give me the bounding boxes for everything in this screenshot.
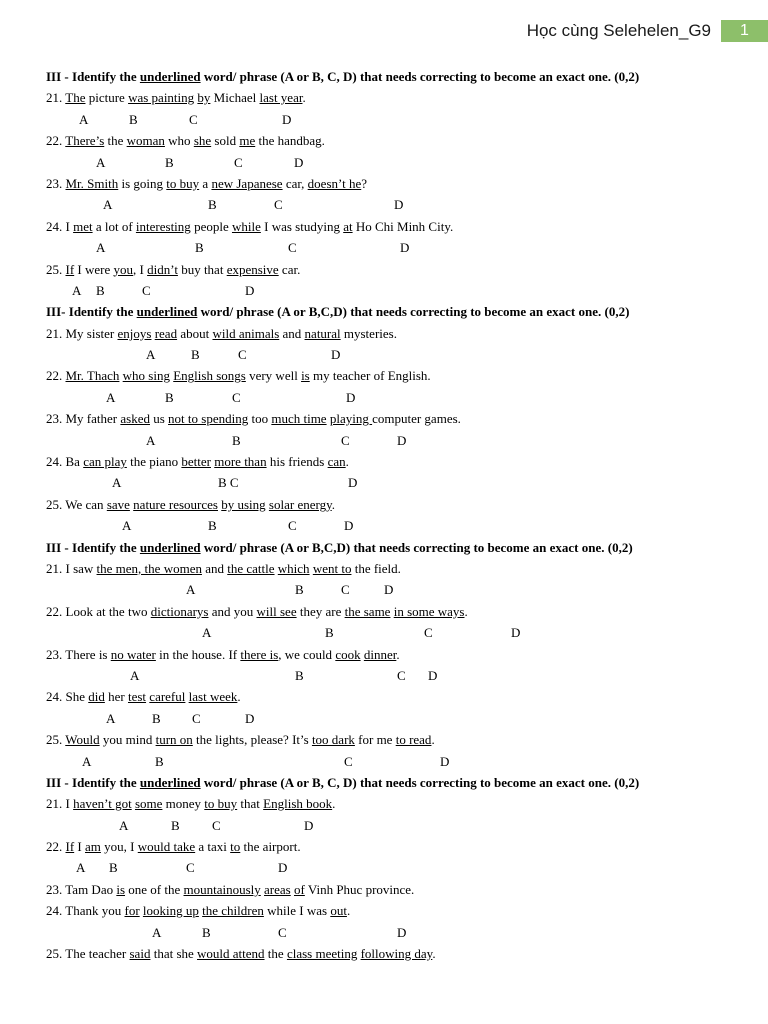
section-heading — [46, 66, 746, 87]
underlined-phrase: Mr. Thach — [65, 368, 120, 384]
underlined-phrase: the children — [202, 903, 264, 919]
underlined-phrase: There’s — [65, 133, 105, 149]
answer-letter: C — [424, 625, 433, 641]
answer-letter: A — [72, 282, 82, 298]
question-text: 22. Look at the two — [46, 603, 151, 619]
underlined-phrase: some — [134, 796, 163, 812]
answer-letter: D — [397, 924, 407, 940]
question-text: 25. — [46, 261, 66, 277]
answer-letter: B — [208, 197, 217, 213]
answer-letter: B — [165, 389, 174, 405]
heading-text: III - Identify the — [46, 774, 140, 790]
answer-letters-row — [46, 515, 746, 536]
underlined-phrase: If — [65, 839, 75, 855]
question-text: 22. — [46, 133, 66, 149]
question-text: you mind — [99, 732, 156, 748]
question-text: Vinh Phuc province. — [304, 881, 415, 897]
question-line — [46, 879, 746, 900]
underlined-phrase: can play — [83, 454, 127, 470]
heading-text: III - Identify the — [46, 69, 140, 84]
underlined-phrase: looking up — [142, 903, 199, 919]
underlined-phrase: the cattle — [227, 560, 275, 576]
answer-letter: D — [344, 518, 354, 534]
underlined-phrase: at — [343, 218, 353, 234]
answer-letter: C — [278, 924, 287, 940]
question-text: 21. I saw — [46, 560, 97, 576]
question-text: . — [396, 646, 400, 662]
underlined-phrase: went to — [312, 560, 352, 576]
question-line — [46, 259, 746, 280]
question-line — [46, 323, 746, 344]
answer-letters-row — [46, 237, 746, 258]
question-text: 23. There is — [46, 646, 111, 662]
underlined-phrase: met — [73, 218, 93, 234]
answer-letter: A — [146, 347, 156, 363]
underlined-phrase: to — [230, 839, 241, 855]
worksheet-content — [46, 66, 746, 964]
question-text: . — [346, 903, 351, 919]
underlined-phrase: who sing — [122, 368, 170, 384]
answer-letter: D — [394, 197, 404, 213]
underlined-phrase: playing — [329, 411, 373, 427]
answer-letters-row — [46, 922, 746, 943]
underlined-phrase: mountainously — [183, 881, 261, 897]
answer-letters-row — [46, 751, 746, 772]
question-text: . — [345, 454, 349, 470]
question-text: . — [432, 946, 436, 962]
page-number-badge: 1 — [721, 20, 768, 42]
underlined-phrase: is — [116, 881, 126, 897]
question-text: Ho Chi Minh City. — [352, 218, 454, 234]
underlined-phrase: haven’t got — [73, 796, 132, 812]
answer-letter: B — [96, 282, 105, 298]
answer-letter: B — [202, 924, 211, 940]
underlined-phrase: for — [124, 903, 140, 919]
question-text: the field. — [351, 560, 401, 576]
underlined-phrase: the men, the women — [96, 560, 202, 576]
underlined-phrase: she — [193, 133, 212, 149]
underlined-phrase: areas — [264, 881, 291, 897]
question-text: and — [279, 325, 305, 341]
underlined-phrase: asked — [120, 411, 150, 427]
underlined-phrase: no water — [110, 646, 156, 662]
answer-letter: B — [171, 817, 180, 833]
underlined-phrase: out — [330, 903, 347, 919]
question-line — [46, 644, 746, 665]
answer-letters-row — [46, 472, 746, 493]
answer-letter: D — [278, 860, 288, 876]
answer-letter: C — [274, 197, 283, 213]
question-text: they are — [296, 603, 345, 619]
answer-letter: B — [295, 667, 304, 683]
question-text: and you — [208, 603, 257, 619]
underlined-phrase: new Japanese — [211, 175, 283, 191]
underlined-phrase: said — [129, 946, 151, 962]
question-text: 24. Ba — [46, 454, 84, 470]
heading-underlined-word: underlined — [139, 774, 201, 790]
underlined-phrase: English book — [263, 796, 333, 812]
answer-letter: B — [129, 111, 138, 127]
answer-letter: D — [400, 240, 410, 256]
underlined-phrase: turn on — [155, 732, 193, 748]
answer-letter: C — [288, 518, 297, 534]
underlined-phrase: last week — [188, 689, 238, 705]
underlined-phrase: didn’t — [147, 261, 178, 277]
heading-text: III - Identify the — [46, 539, 140, 555]
underlined-phrase: expensive — [226, 261, 279, 277]
question-text: about — [177, 325, 213, 341]
question-text: 24. Thank you — [46, 903, 125, 919]
answer-letter: C — [238, 347, 247, 363]
answer-letter: D — [346, 389, 356, 405]
question-text: a taxi — [195, 839, 231, 855]
answer-letters-row — [46, 665, 746, 686]
underlined-phrase: the same — [344, 603, 391, 619]
question-text: . — [331, 496, 335, 512]
answer-letter: C — [341, 582, 350, 598]
question-text: 23. — [46, 175, 66, 191]
answer-letters-row — [46, 815, 746, 836]
answer-letter: B — [295, 582, 304, 598]
question-line — [46, 601, 746, 622]
question-text: 24. I — [46, 218, 74, 234]
question-text: the airport. — [240, 839, 301, 855]
question-line — [46, 365, 746, 386]
heading-text: word/ phrase (A or B,C,D) that needs correcting to become an exact one. (0,2) — [200, 539, 633, 555]
underlined-phrase: not to spending — [168, 411, 249, 427]
question-text: who — [164, 133, 194, 149]
answer-letters-row — [46, 152, 746, 173]
question-line — [46, 130, 746, 151]
answer-letter: A — [152, 924, 162, 940]
answer-letter: A — [79, 111, 89, 127]
question-text: car. — [278, 261, 301, 277]
answer-letters-row — [46, 579, 746, 600]
question-line — [46, 836, 746, 857]
answer-letter: A — [96, 154, 106, 170]
answer-letter: C — [341, 432, 350, 448]
answer-letter: D — [440, 753, 450, 769]
underlined-phrase: If — [65, 261, 75, 277]
question-text: , we could — [278, 646, 336, 662]
answer-letter: A — [122, 518, 132, 534]
underlined-phrase: class meeting — [286, 946, 358, 962]
question-line — [46, 686, 746, 707]
answer-letters-row — [46, 430, 746, 451]
question-line — [46, 451, 746, 472]
underlined-phrase: am — [85, 839, 101, 855]
underlined-phrase: to read — [395, 732, 432, 748]
answer-letter: B — [191, 347, 200, 363]
question-text: 25. — [46, 732, 66, 748]
question-line — [46, 216, 746, 237]
answer-letters-row — [46, 857, 746, 878]
question-text: . — [431, 732, 435, 748]
question-text: the — [104, 133, 127, 149]
question-text: Michael — [210, 90, 260, 106]
question-text: 23. My father — [46, 411, 121, 427]
underlined-phrase: enjoys — [117, 325, 152, 341]
heading-text: word/ phrase (A or B, C, D) that needs correcting to become an exact one. (0,2) — [200, 69, 640, 84]
underlined-phrase: save — [106, 496, 130, 512]
underlined-phrase: more than — [214, 454, 267, 470]
question-text: that she — [150, 946, 198, 962]
question-text: the lights, please? It’s — [192, 732, 312, 748]
answer-letter: A — [82, 753, 92, 769]
underlined-phrase: can — [327, 454, 346, 470]
question-text: 21. I — [46, 796, 74, 812]
question-text: a lot of — [92, 218, 136, 234]
answer-letter: D — [428, 667, 438, 683]
section-heading — [46, 301, 746, 322]
section-heading — [46, 772, 746, 793]
heading-underlined-word: underlined — [139, 539, 201, 555]
question-text: 23. Tam Dao — [46, 881, 117, 897]
question-text: while I was — [263, 903, 331, 919]
question-text: money — [162, 796, 205, 812]
underlined-phrase: is — [301, 368, 310, 384]
underlined-phrase: while — [231, 218, 261, 234]
answer-letter: C — [232, 389, 241, 405]
underlined-phrase: last year — [259, 90, 303, 106]
answer-letter: B C — [218, 475, 239, 491]
answer-letter: A — [119, 817, 129, 833]
answer-letter: A — [186, 582, 196, 598]
answer-letters-row — [46, 194, 746, 215]
answer-letters-row — [46, 280, 746, 301]
underlined-phrase: woman — [126, 133, 165, 149]
question-text: 21. — [46, 90, 66, 106]
answer-letter: A — [202, 625, 212, 641]
answer-letter: C — [192, 710, 201, 726]
question-text: I — [74, 839, 86, 855]
answer-letter: D — [282, 111, 292, 127]
answer-letter: D — [245, 282, 255, 298]
question-text: you, I — [100, 839, 138, 855]
question-text: too — [248, 411, 272, 427]
question-text: the piano — [126, 454, 182, 470]
header-title: Học cùng Selehelen_G9 — [526, 21, 711, 40]
question-text: very well — [245, 368, 302, 384]
underlined-phrase: following day — [360, 946, 433, 962]
question-text: 22. — [46, 368, 66, 384]
question-text: . — [302, 90, 306, 106]
underlined-phrase: would attend — [197, 946, 265, 962]
underlined-phrase: by using — [221, 496, 266, 512]
question-text: her — [104, 689, 128, 705]
answer-letter: C — [189, 111, 198, 127]
underlined-phrase: was painting — [128, 90, 195, 106]
answer-letter: D — [294, 154, 304, 170]
question-text: the — [264, 946, 287, 962]
question-text: us — [149, 411, 169, 427]
question-text: for me — [354, 732, 396, 748]
question-text: is going — [118, 175, 167, 191]
underlined-phrase: Mr. Smith — [65, 175, 119, 191]
question-text: sold — [211, 133, 240, 149]
question-text: his friends — [266, 454, 328, 470]
underlined-phrase: dictionarys — [150, 603, 209, 619]
question-text: in the house. If — [155, 646, 241, 662]
underlined-phrase: The — [65, 90, 86, 106]
underlined-phrase: there is — [240, 646, 279, 662]
underlined-phrase: nature resources — [133, 496, 218, 512]
underlined-phrase: better — [181, 454, 211, 470]
question-text: that — [237, 796, 264, 812]
answer-letter: A — [112, 475, 122, 491]
question-text: . — [464, 603, 468, 619]
underlined-phrase: in some ways — [393, 603, 465, 619]
answer-letter: D — [397, 432, 407, 448]
underlined-phrase: dinner — [363, 646, 397, 662]
answer-letter: C — [234, 154, 243, 170]
answer-letter: B — [109, 860, 118, 876]
answer-letter: C — [288, 240, 297, 256]
heading-underlined-word: underlined — [139, 69, 201, 84]
question-text: car, — [282, 175, 308, 191]
underlined-phrase: doesn’t he — [307, 175, 362, 191]
question-text: a — [199, 175, 212, 191]
question-text: 25. We can — [46, 496, 107, 512]
question-text: 25. The teacher — [46, 946, 130, 962]
answer-letter: D — [511, 625, 521, 641]
answer-letter: A — [106, 389, 116, 405]
heading-text: III- Identify the — [46, 304, 137, 320]
underlined-phrase: Would — [65, 732, 100, 748]
underlined-phrase: much time — [271, 411, 327, 427]
question-text: the handbag. — [255, 133, 325, 149]
answer-letter: D — [384, 582, 394, 598]
question-line — [46, 558, 746, 579]
question-text: computer games. — [372, 411, 461, 427]
answer-letter: A — [130, 667, 140, 683]
underlined-phrase: read — [154, 325, 178, 341]
underlined-phrase: me — [239, 133, 256, 149]
answer-letter: B — [155, 753, 164, 769]
underlined-phrase: cook — [335, 646, 361, 662]
answer-letter: B — [152, 710, 161, 726]
answer-letters-row — [46, 387, 746, 408]
question-text: 21. My sister — [46, 325, 118, 341]
question-text: , I — [133, 261, 148, 277]
answer-letter: A — [146, 432, 156, 448]
underlined-phrase: English songs — [173, 368, 246, 384]
answer-letter: B — [232, 432, 241, 448]
question-text: I was studying — [260, 218, 344, 234]
underlined-phrase: which — [277, 560, 310, 576]
question-line — [46, 943, 746, 964]
question-text: I were — [74, 261, 114, 277]
underlined-phrase: wild animals — [212, 325, 280, 341]
question-text: and — [201, 560, 228, 576]
underlined-phrase: natural — [304, 325, 341, 341]
underlined-phrase: by — [197, 90, 211, 106]
answer-letter: A — [96, 240, 106, 256]
question-text: . — [332, 796, 336, 812]
answer-letter: C — [186, 860, 195, 876]
answer-letter: A — [106, 710, 116, 726]
question-text: 24. She — [46, 689, 89, 705]
question-line — [46, 173, 746, 194]
question-text: buy that — [177, 261, 227, 277]
heading-underlined-word: underlined — [136, 304, 198, 320]
answer-letter: B — [165, 154, 174, 170]
question-text: . — [237, 689, 241, 705]
question-line — [46, 729, 746, 750]
section-heading — [46, 537, 746, 558]
underlined-phrase: of — [293, 881, 305, 897]
question-line — [46, 87, 746, 108]
answer-letter: A — [103, 197, 113, 213]
answer-letter: B — [325, 625, 334, 641]
underlined-phrase: too dark — [311, 732, 355, 748]
underlined-phrase: will see — [256, 603, 297, 619]
underlined-phrase: test — [127, 689, 147, 705]
answer-letters-row — [46, 622, 746, 643]
question-text: my teacher of English. — [309, 368, 431, 384]
underlined-phrase: to buy — [204, 796, 238, 812]
answer-letter: C — [212, 817, 221, 833]
answer-letter: C — [142, 282, 151, 298]
answer-letter: D — [348, 475, 358, 491]
question-line — [46, 793, 746, 814]
answer-letter: C — [344, 753, 353, 769]
question-line — [46, 408, 746, 429]
question-text: 22. — [46, 839, 66, 855]
heading-text: word/ phrase (A or B,C,D) that needs correcting to become an exact one. (0,2) — [197, 304, 630, 320]
underlined-phrase: would take — [137, 839, 196, 855]
answer-letter: B — [208, 518, 217, 534]
question-text: people — [190, 218, 232, 234]
underlined-phrase: did — [88, 689, 105, 705]
answer-letter: D — [245, 710, 255, 726]
page-header — [527, 20, 768, 42]
underlined-phrase: solar energy — [268, 496, 332, 512]
underlined-phrase: careful — [149, 689, 186, 705]
answer-letter: B — [195, 240, 204, 256]
question-text: picture — [85, 90, 129, 106]
answer-letter: D — [331, 347, 341, 363]
question-text: mysteries. — [340, 325, 397, 341]
underlined-phrase: you — [113, 261, 134, 277]
answer-letter: C — [397, 667, 406, 683]
answer-letter: A — [76, 860, 86, 876]
answer-letters-row — [46, 708, 746, 729]
answer-letters-row — [46, 109, 746, 130]
underlined-phrase: to buy — [166, 175, 200, 191]
answer-letter: D — [304, 817, 314, 833]
question-text: ? — [361, 175, 368, 191]
underlined-phrase: interesting — [135, 218, 191, 234]
heading-text: word/ phrase (A or B, C, D) that needs correcting to become an exact one. (0,2) — [200, 774, 640, 790]
question-text: one of the — [125, 881, 184, 897]
question-line — [46, 900, 746, 921]
question-line — [46, 494, 746, 515]
answer-letters-row — [46, 344, 746, 365]
